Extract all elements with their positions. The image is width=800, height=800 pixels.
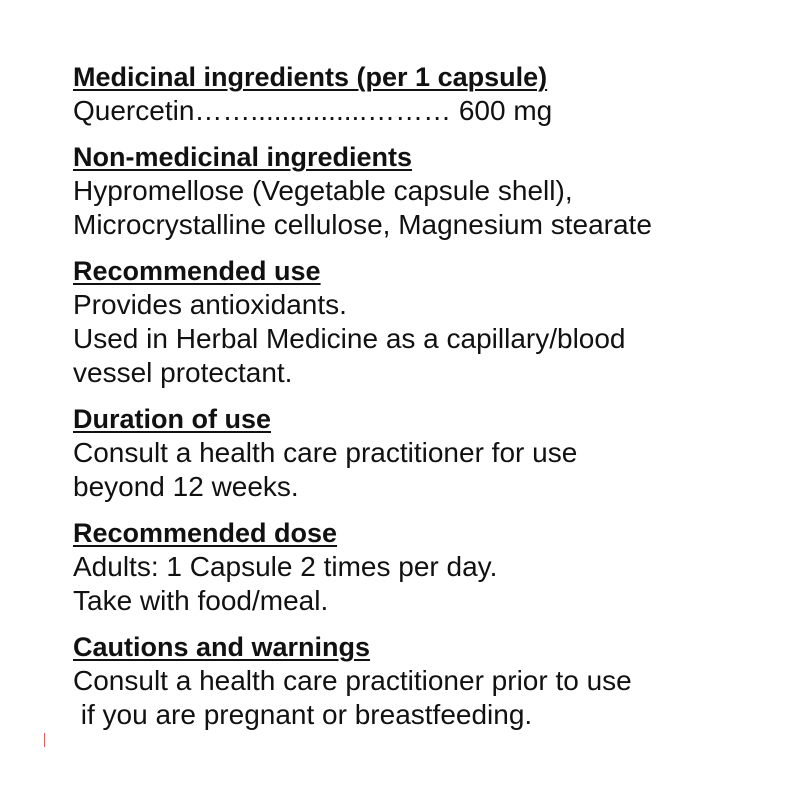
- section-heading: Non-medicinal ingredients: [73, 142, 413, 172]
- section-cautions-and-warnings: [73, 630, 773, 732]
- section-medicinal-ingredients: [73, 60, 773, 128]
- text-line: Adults: 1 Capsule 2 times per day.: [73, 551, 498, 582]
- section-heading: Cautions and warnings: [73, 632, 371, 662]
- ingredient-line: Quercetin……...............……… 600 mg: [73, 95, 553, 126]
- section-heading: Recommended use: [73, 256, 321, 286]
- section-recommended-dose: [73, 516, 773, 618]
- text-line: Hypromellose (Vegetable capsule shell),: [73, 175, 573, 206]
- text-line: Provides antioxidants.: [73, 289, 347, 320]
- text-line: beyond 12 weeks.: [73, 471, 299, 502]
- text-line: if you are pregnant or breastfeeding.: [73, 699, 533, 730]
- text-line: Take with food/meal.: [73, 585, 329, 616]
- text-line: Microcrystalline cellulose, Magnesium stearate: [73, 209, 652, 240]
- section-heading: Medicinal ingredients (per 1 capsule): [73, 62, 548, 92]
- section-recommended-use: [73, 254, 773, 390]
- text-line: vessel protectant.: [73, 357, 293, 388]
- section-heading: Recommended dose: [73, 518, 338, 548]
- text-line: Consult a health care practitioner prior to use: [73, 665, 632, 696]
- section-heading: Duration of use: [73, 404, 272, 434]
- red-edge-mark: [44, 733, 45, 747]
- product-label-text: [73, 60, 773, 744]
- section-duration-of-use: [73, 402, 773, 504]
- text-line: Consult a health care practitioner for use: [73, 437, 578, 468]
- section-non-medicinal-ingredients: [73, 140, 773, 242]
- text-line: Used in Herbal Medicine as a capillary/blood: [73, 323, 626, 354]
